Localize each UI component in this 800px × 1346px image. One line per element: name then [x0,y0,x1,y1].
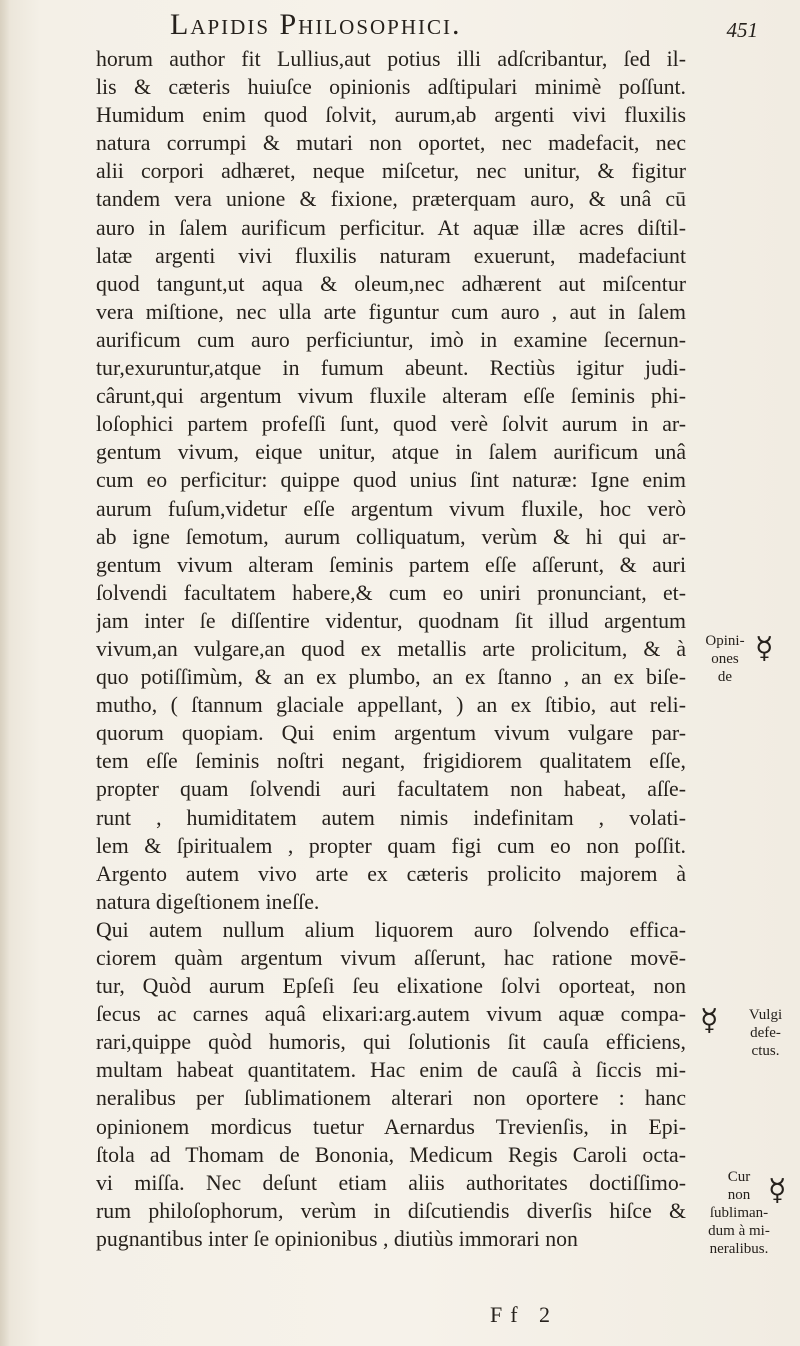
page-number: 451 [726,18,758,42]
text-line: vivum,an vulgare,an quod ex metallis arte prolicitum, & à [96,636,686,661]
text-line: cârunt,qui argentum vivum fluxile alteram eſſe ſeminis phi- [96,384,686,409]
text-line: ab igne ſemotum, aurum colliquatum, verùm & hi qui ar- [96,524,686,549]
text-line: rum philoſophorum, verùm in diſcutiendis diverſis hiſce & [96,1198,686,1223]
text-line: gentum vivum, eique unitur, atque in ſalem aurificum unâ [96,440,686,465]
text-line: tem eſſe ſeminis noſtri negant, frigidiorem qualitatem eſſe, [96,749,686,774]
text-line: natura corrumpi & mutari non oportet, nec madefacit, nec [96,131,686,156]
text-line: ſolvendi facultatem habere,& cum eo uniri pronunciant, et- [96,580,686,605]
text-line: natura digeſtionem ineſſe. [96,889,320,914]
main-text-block [96,45,686,1253]
margin-note-vulgi-defectus: Vulgi defe- ctus. [748,1007,783,1059]
text-line: tur,exuruntur,atque in fumum abeunt. Rectiùs igitur judi- [96,356,686,381]
text-line: vi miſſa. Nec deſunt etiam aliis authoritates doctiſſimo- [96,1170,686,1195]
text-line: gentum vivum alteram ſeminis partem eſſe aſſerunt, & auri [96,552,686,577]
gutter-shadow [0,0,10,1346]
text-line: loſophici partem profeſſi ſunt, quod verè ſolvit aurum in ar- [96,412,686,437]
text-line: tandem vera unione & fixione, præterquam auro, & unâ cū [96,187,686,212]
text-line: runt , humiditatem autem nimis indefinitam , volati- [96,805,686,830]
text-line: tur, Quòd aurum Epſeſi ſeu elixatione ſolvi oporteat, non [96,974,686,999]
text-line: pugnantibus inter ſe opinionibus , diutiùs immorari non [96,1226,578,1251]
text-line: opinionem mordicus tuetur Aernardus Trevienſis, in Epi- [96,1114,686,1139]
text-line: quorum quopiam. Qui enim argentum vivum vulgare par- [96,721,686,746]
text-line: lem & ſpiritualem , propter quam figi cum eo non poſſit. [96,833,686,858]
text-line: ſtola ad Thomam de Bononia, Medicum Regis Caroli octa- [96,1142,686,1167]
running-head: Lapidis Philosophici. [170,8,462,41]
text-line: mutho, ( ſtannum glaciale appellant, ) an ex ſtibio, aut reli- [96,693,686,718]
page-header [0,4,800,44]
text-line: jam inter ſe diſſentire videntur, quodnam ſit illud argentum [96,608,686,633]
text-line: lis & cæteris huiuſce opinionis adſtipulari minimè poſſunt. [96,75,686,100]
text-line: vera miſtione, nec ulla arte figuntur cum auro , aut in ſalem [96,299,686,324]
text-line: propter quam ſolvendi auri facultatem non habeat, aſſe- [96,777,686,802]
margin-note-cur-non-sublimandum: Cur non ſubliman- dum à mi- neralibus. [708,1169,770,1257]
text-line: Argento autem vivo arte ex cæteris prolicito majorem à [96,861,686,886]
text-line: Qui autem nullum alium liquorem auro ſolvendo effica- [96,917,686,942]
text-line: auro in ſalem aurificum perficitur. At aquæ illæ acres diſtil- [96,215,686,240]
text-line: ſecus ac carnes aquâ elixari:arg.autem vivum aquæ compa- [96,1002,686,1027]
text-line: horum author fit Lullius,aut potius illi adſcribantur, ſed il- [96,47,686,71]
margin-note-opiniones: Opini- ones de [705,633,745,685]
text-line: quo potiſſimùm, & an ex plumbo, an ex ſtanno , an ex biſe- [96,665,686,690]
text-line: rari,quippe quòd humoris, qui ſolutionis ſit cauſa efficiens, [96,1030,686,1055]
text-line: alii corpori adhæret, neque miſcetur, nec unitur, & figitur [96,159,686,184]
mercury-symbol-icon: ☿ [700,1003,719,1038]
text-line: neralibus per ſublimationem alterari non oportere : hanc [96,1086,686,1111]
text-line: multam habeat quantitatem. Hac enim de cauſâ à ſiccis mi- [96,1058,686,1083]
text-line: cum eo perficitur: quippe quod unius ſint naturæ: Igne enim [96,468,686,493]
text-line: aurum fuſum,videtur eſſe argentum vivum fluxile, hoc verò [96,496,686,521]
text-line: ciorem quàm argentum vivum aſſerunt, hac ratione movē- [96,946,686,970]
text-line: aurificum cum auro perficiuntur, imò in examine ſecernun- [96,327,686,352]
mercury-symbol-icon: ☿ [755,631,774,666]
text-line: Humidum enim quod ſolvit, aurum,ab argenti vivi fluxilis [96,103,686,128]
signature-mark: Ff 2 [490,1302,559,1327]
text-line: quod tangunt,ut aqua & oleum,nec adhærent aut miſcentur [96,271,686,296]
mercury-symbol-icon: ☿ [768,1173,787,1208]
text-line: latæ argenti vivi fluxilis naturam exuerunt, madefaciunt [96,243,686,268]
